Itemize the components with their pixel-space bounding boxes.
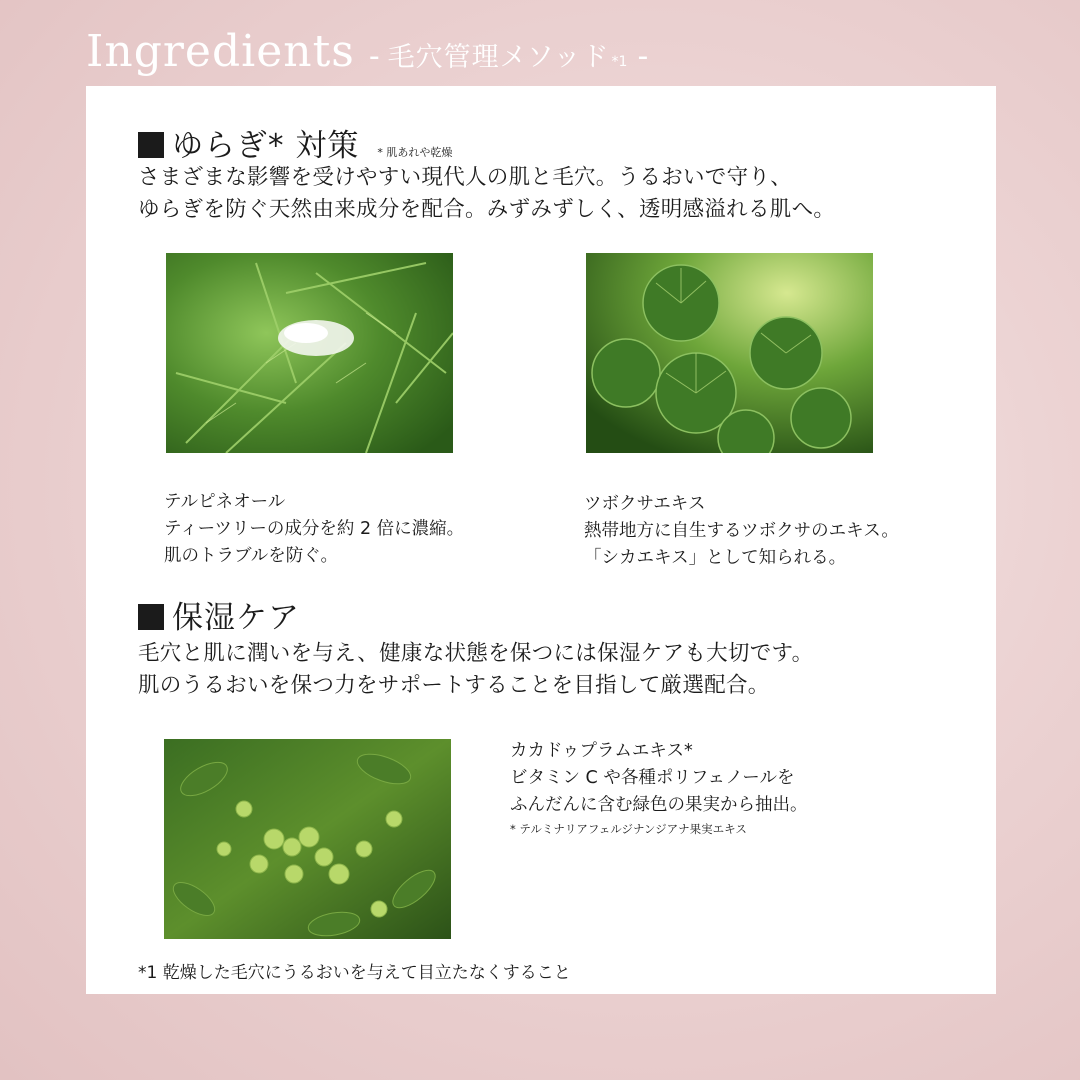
tea-tree-photo [166,253,453,453]
ingredient-note: * テルミナリアフェルジナンジアナ果実エキス [510,822,747,836]
title-end-dash: - [637,39,649,74]
kakadu-plum-photo [164,739,451,939]
section-yuragi-note: * 肌あれや乾燥 [377,146,453,159]
kakadu-plum-caption [510,738,808,839]
section-yuragi-title: ゆらぎ* 対策 [172,128,360,164]
section-moisture-header [138,592,300,637]
ingredient-detail: 熱帯地方に自生するツボクサのエキス。 [584,521,899,541]
square-bullet-icon [138,604,164,630]
terpineol-caption [164,489,464,570]
centella-caption [584,491,899,572]
description-line: 肌のうるおいを保つ力をサポートすることを目指して厳選配合。 [138,673,770,698]
footnote: *1 乾燥した毛穴にうるおいを与えて目立たなくすること [138,963,571,983]
ingredient-detail: ティーツリーの成分を約 2 倍に濃縮。 [164,519,465,539]
ingredient-detail: ビタミン C や各種ポリフェノールを [510,768,795,788]
ingredient-detail: 肌のトラブルを防ぐ。 [164,546,338,566]
ingredient-detail: 「シカエキス」として知られる。 [584,548,847,568]
ingredient-name: カカドゥプラムエキス* [510,741,693,761]
page-header [86,26,648,86]
ingredient-name: ツボクサエキス [584,494,706,514]
ingredient-name: テルピネオール [164,492,286,512]
description-line: 毛穴と肌に潤いを与え、健康な状態を保つには保湿ケアも大切です。 [138,641,814,666]
ingredient-detail: ふんだんに含む緑色の果実から抽出。 [510,795,808,815]
title-japanese: 毛穴管理メソッド [387,42,610,73]
content-card [86,86,996,994]
section-yuragi-description [138,162,835,226]
title-english: Ingredients [86,26,355,77]
square-bullet-icon [138,132,164,158]
section-yuragi-header [138,120,452,165]
section-moisture-title: 保湿ケア [172,600,300,636]
title-footnote-mark: *1 [611,54,628,70]
centella-photo [586,253,873,453]
title-separator: - [368,39,380,74]
section-moisture-description [138,638,813,702]
description-line: さまざまな影響を受けやすい現代人の肌と毛穴。うるおいで守り、 [138,165,793,190]
description-line: ゆらぎを防ぐ天然由来成分を配合。みずみずしく、透明感溢れる肌へ。 [138,197,836,222]
